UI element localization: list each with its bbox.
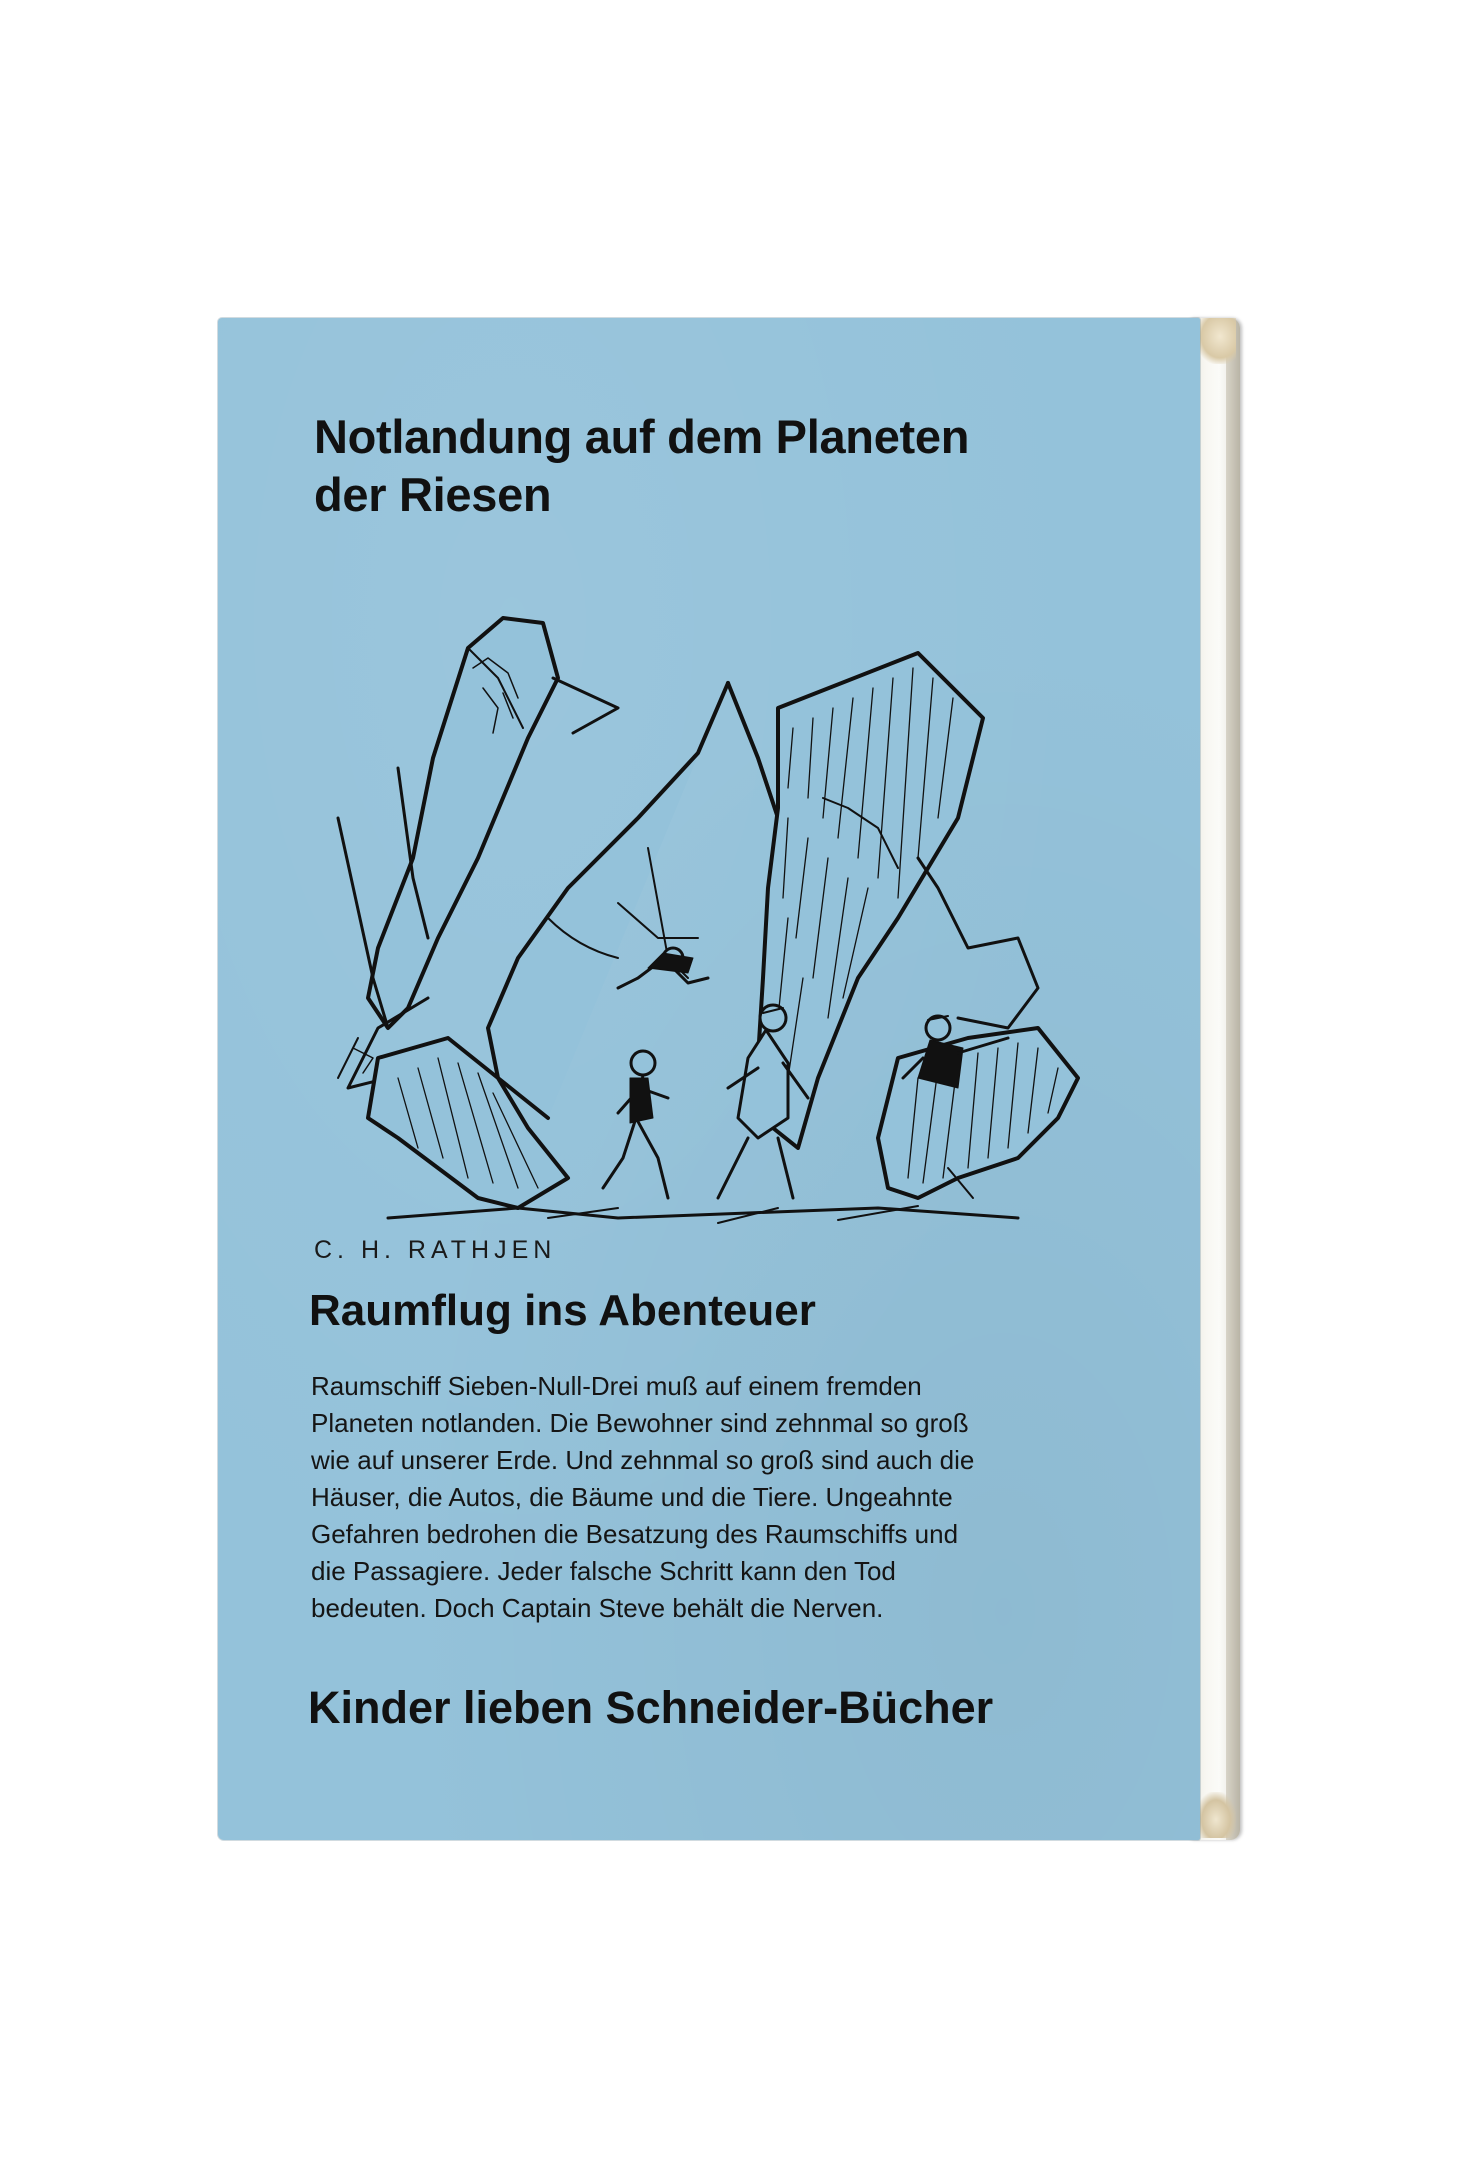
blurb-paragraph [311, 1368, 1131, 1627]
book-title: Raumflug ins Abenteuer [309, 1286, 816, 1335]
spine-wear-bottom [1196, 1792, 1236, 1838]
cover-title [314, 408, 1134, 524]
blurb-line: bedeuten. Doch Captain Steve behält die Nerven. [311, 1593, 884, 1623]
back-cover [218, 318, 1200, 1840]
author-name: C. H. RATHJEN [314, 1236, 557, 1264]
blurb-line: Häuser, die Autos, die Bäume und die Tiere. Ungeahnte [311, 1482, 953, 1512]
ground-line [388, 1208, 1018, 1218]
blurb-line: Gefahren bedrohen die Besatzung des Raumschiffs und [311, 1519, 959, 1549]
blurb-line: wie auf unserer Erde. Und zehnmal so groß sind auch die [311, 1445, 975, 1475]
cover-title-line-2: der Riesen [314, 468, 552, 521]
blurb-line: die Passagiere. Jeder falsche Schritt kann den Tod [311, 1556, 896, 1586]
illustration-giant-rocks-figures [318, 558, 1118, 1318]
spine-edge [1226, 318, 1240, 1840]
cover-title-line-1: Notlandung auf dem Planeten [314, 410, 970, 463]
spine-wear-top [1196, 318, 1236, 364]
right-lower-rock [878, 1028, 1078, 1198]
figure-crawling-man [618, 948, 708, 988]
figure-running-boy [603, 1051, 668, 1198]
blurb-line: Planeten notlanden. Die Bewohner sind zehnmal so groß [311, 1408, 969, 1438]
publisher-tagline: Kinder lieben Schneider-Bücher [308, 1682, 994, 1733]
blurb-line: Raumschiff Sieben-Null-Drei muß auf einem fremden [311, 1371, 922, 1401]
